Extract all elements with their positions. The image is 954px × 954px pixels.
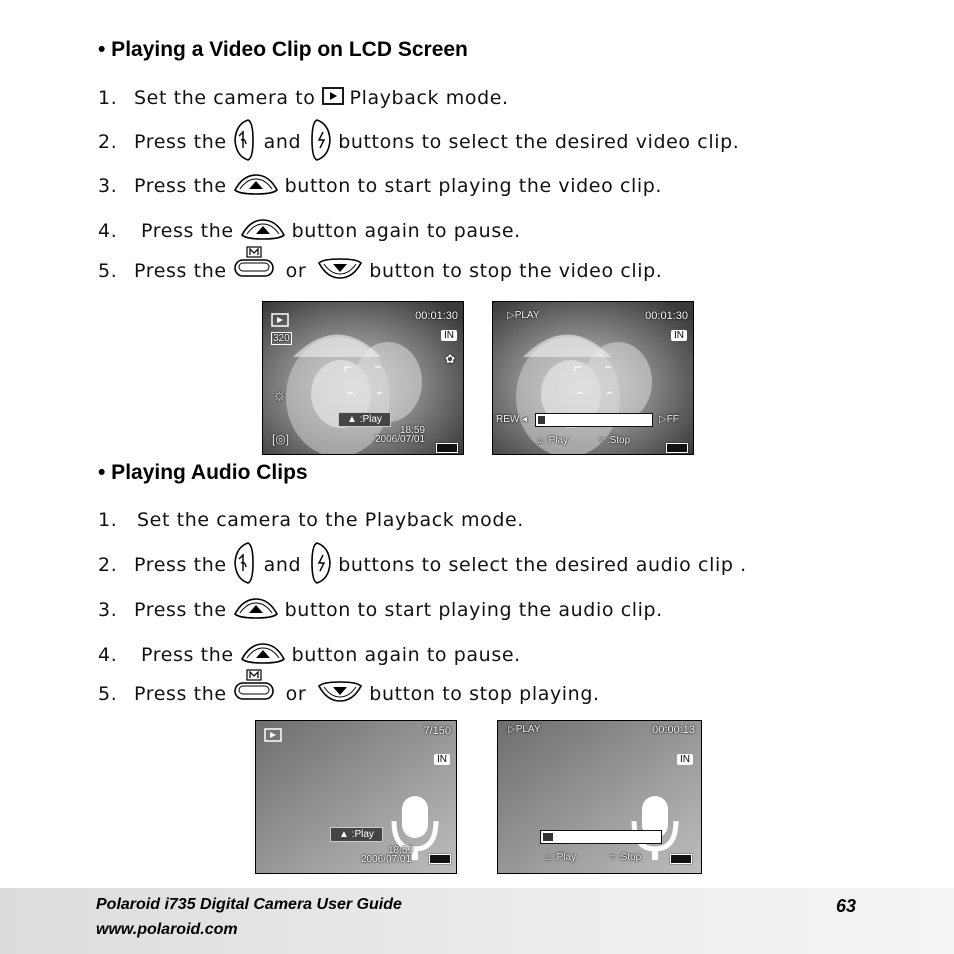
lcd-screen-video-playing [492, 301, 694, 455]
step-number: 4. [98, 644, 118, 666]
video-step-3 [98, 166, 662, 206]
rewind-text: REW [496, 414, 520, 425]
up-button-icon [233, 172, 279, 201]
down-button-icon [317, 680, 363, 709]
battery-icon [670, 854, 692, 864]
up-button-icon [240, 641, 286, 670]
left-macro-button-icon [231, 118, 255, 167]
down-button-icon [317, 257, 363, 286]
section-heading-audio: • Playing Audio Clips [98, 461, 308, 484]
step-number: 3. [98, 599, 118, 621]
lcd-screen-audio-playing [497, 720, 702, 874]
playback-mode-icon [264, 727, 282, 746]
step-text: buttons to select the desired video clip. [338, 131, 740, 153]
step-text: buttons to select the desired audio clip . [338, 554, 747, 576]
video-playing-photo [493, 302, 693, 454]
fast-forward-label: ▷FF [659, 414, 679, 425]
play-mode-text: PLAY [514, 310, 540, 321]
step-text: and [263, 131, 302, 153]
progress-fill [543, 833, 553, 841]
file-counter: 7/150 [423, 725, 451, 737]
step-text: or [285, 260, 307, 282]
video-step-1 [98, 78, 509, 118]
audio-step-1 [98, 500, 524, 540]
audio-step-4 [98, 635, 521, 675]
audio-step-5 [98, 674, 600, 714]
date-stamp: 2006/07/01 [361, 854, 412, 865]
step-text: and [263, 554, 302, 576]
lcd-screen-audio-paused [255, 720, 457, 874]
step-text: Press the [134, 554, 227, 576]
play-hint: ▲ :Play [338, 412, 391, 427]
footer-title: Polaroid i735 Digital Camera User Guide [96, 896, 402, 913]
play-mode-label: ▷PLAY [508, 724, 541, 735]
step-text: Press the [141, 644, 234, 666]
step-text: button again to pause. [291, 220, 521, 242]
step-text: Press the [134, 599, 227, 621]
step-text: Press the [134, 131, 227, 153]
play-hint: ▲ :Play [330, 827, 383, 842]
battery-icon [436, 443, 458, 453]
section-heading-video: • Playing a Video Clip on LCD Screen [98, 38, 468, 61]
up-button-icon [240, 217, 286, 246]
step-text: button to start playing the audio clip. [284, 599, 663, 621]
play-hint: ▵ :Play [538, 435, 569, 446]
right-flash-button-icon [310, 541, 334, 590]
elapsed-time: 00:01:30 [645, 310, 688, 322]
playback-progress-bar [535, 413, 653, 427]
play-hint-text: :Play [545, 435, 569, 446]
step-number: 1. [98, 87, 118, 109]
storage-internal-icon: IN [434, 754, 450, 765]
step-number: 5. [98, 683, 118, 705]
menu-button-icon [233, 246, 275, 285]
step-text: Press the [134, 260, 227, 282]
step-number: 2. [98, 131, 118, 153]
step-text: Press the [141, 220, 234, 242]
lcd-screen-video-paused [262, 301, 464, 455]
white-balance-sun-icon: ☼ [272, 387, 287, 404]
step-text: button to stop the video clip. [369, 260, 663, 282]
step-text: or [285, 683, 307, 705]
playback-mode-icon [322, 87, 344, 110]
step-text: button to stop playing. [369, 683, 600, 705]
video-step-4 [98, 211, 521, 251]
up-button-icon [233, 596, 279, 625]
audio-background [256, 721, 456, 873]
step-text: Press the [134, 683, 227, 705]
step-text: Set the camera to the Playback mode. [137, 509, 524, 531]
left-macro-button-icon [231, 541, 255, 590]
elapsed-time: 00:00:13 [652, 724, 695, 736]
step-text: Set the camera to [134, 87, 316, 109]
play-hint-text: :Play [553, 852, 577, 863]
playback-progress-bar [540, 830, 662, 844]
step-text: Playback mode. [349, 87, 509, 109]
play-mode-label: ▷PLAY [507, 310, 540, 321]
step-number: 1. [98, 509, 118, 531]
step-number: 2. [98, 554, 118, 576]
step-number: 5. [98, 260, 118, 282]
stop-hint-text: :Stop [606, 435, 631, 446]
page-number: 63 [836, 896, 857, 916]
elapsed-time: 00:01:30 [415, 310, 458, 322]
rewind-label: REW ◂ [496, 414, 528, 425]
video-step-5 [98, 251, 662, 291]
step-text: Press the [134, 175, 227, 197]
audio-step-3 [98, 590, 663, 630]
stop-hint: ▿ :Stop [610, 852, 642, 863]
date-stamp: 2006/07/01 [375, 434, 426, 445]
audio-step-2 [98, 545, 747, 585]
storage-internal-icon: IN [677, 754, 693, 765]
battery-icon [666, 443, 688, 453]
progress-fill [538, 416, 545, 424]
battery-icon [429, 854, 451, 864]
stop-hint-text: :Stop [617, 852, 642, 863]
macro-icon: ✿ [444, 352, 455, 366]
clock-time: 18:59 [388, 845, 414, 856]
stop-hint: ▿ :Stop [599, 435, 631, 446]
playback-mode-icon [271, 312, 289, 331]
audio-background [498, 721, 701, 873]
step-number: 4. [98, 220, 118, 242]
play-mode-text: PLAY [515, 724, 541, 735]
footer-url[interactable]: www.polaroid.com [96, 921, 238, 938]
storage-internal-icon: IN [671, 330, 687, 341]
step-text: button to start playing the video clip. [284, 175, 663, 197]
step-number: 3. [98, 175, 118, 197]
clock-time: 18:59 [400, 425, 426, 436]
storage-internal-icon: IN [441, 330, 457, 341]
metering-icon: [◎] [272, 432, 290, 446]
right-flash-button-icon [310, 118, 334, 167]
video-thumbnail-photo [263, 302, 463, 454]
resolution-badge: 320 [273, 333, 290, 344]
fast-forward-text: FF [666, 414, 679, 425]
step-text: button again to pause. [291, 644, 521, 666]
menu-button-icon [233, 669, 275, 708]
play-hint: ▵ :Play [546, 852, 577, 863]
video-step-2 [98, 122, 739, 162]
